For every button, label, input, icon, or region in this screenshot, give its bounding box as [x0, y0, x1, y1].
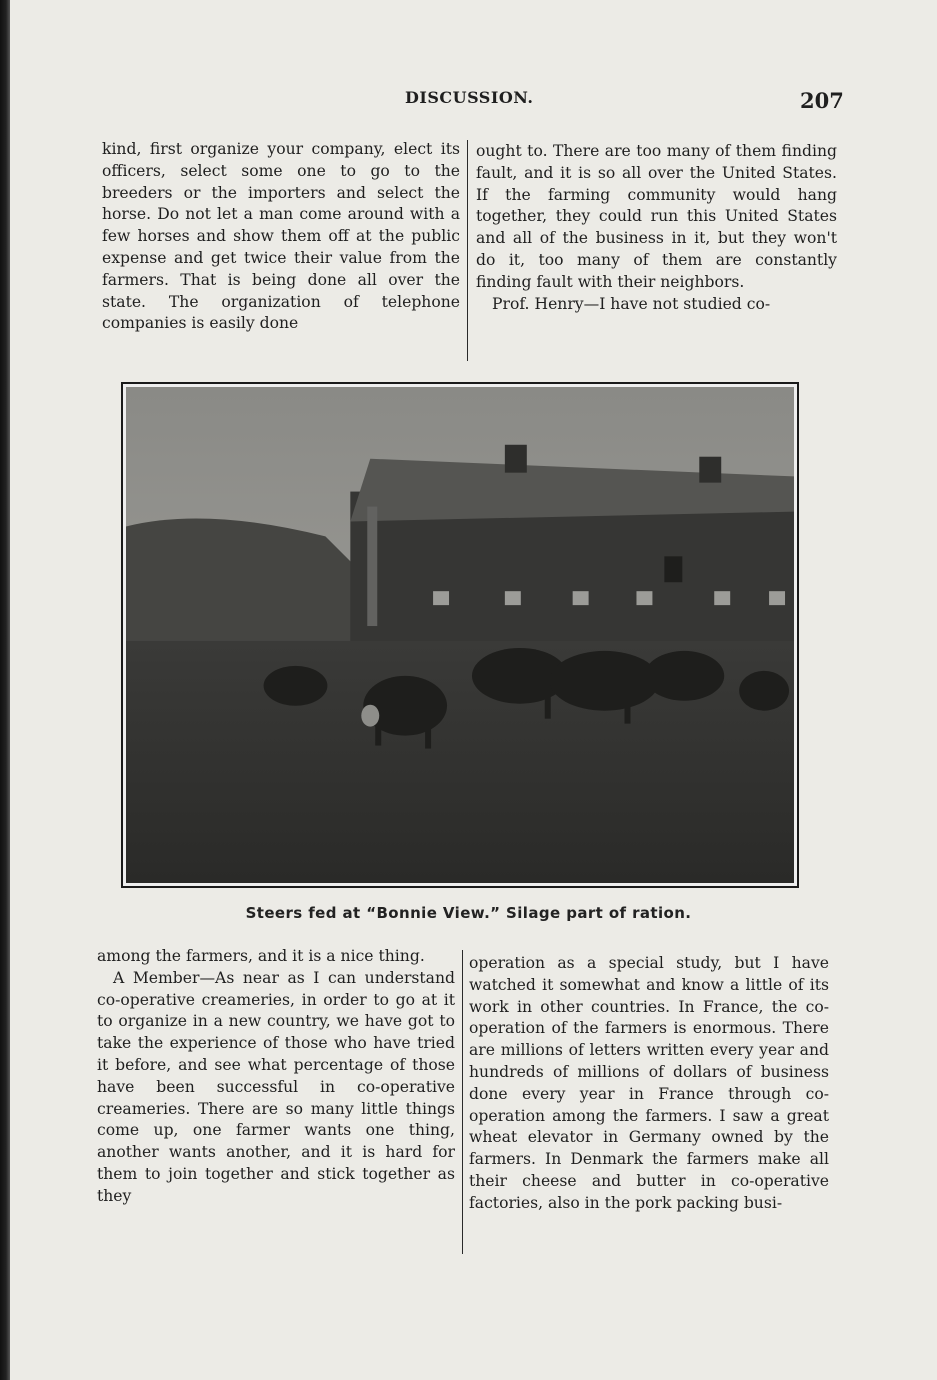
- page-number: 207: [800, 88, 844, 113]
- figure-caption: Steers fed at “Bonnie View.” Silage part of ration.: [245, 904, 692, 922]
- photograph: [121, 382, 799, 888]
- running-title: DISCUSSION.: [405, 88, 534, 107]
- bottom-left-column: [97, 946, 455, 1262]
- paragraph: among the farmers, and it is a nice thing.: [97, 947, 425, 965]
- top-right-column: [476, 141, 837, 365]
- top-left-column: [102, 139, 460, 359]
- paragraph: ought to. There are too many of them finding fault, and it is so all over the United States. If the farming community would hang together, they could run this United States and all of the business in it, but they won't do it, too many of them are constantly finding fault with their neighbors.: [476, 142, 837, 291]
- column-rule-top: [467, 140, 468, 361]
- column-rule-bottom: [462, 950, 463, 1254]
- paragraph: Prof. Henry—I have not studied co-: [492, 294, 771, 313]
- paragraph: kind, first organize your company, elect its officers, select some one to go to the breeders or the importers and select the horse. Do not let a man come around with a few horses and show them off at the public expense and get twice their value from the farmers. That is being done all over the state. The organization of telephone companies is easily done: [102, 140, 460, 333]
- bottom-right-column: [469, 953, 829, 1271]
- barn-photo-illustration: [126, 387, 794, 883]
- paragraph: A Member—As near as I can understand co-operative creameries, in order to go at it to organize in a new country, we have got to take the experience of those who have tried it before, and see what percentage of those have been successful in co-operative creameries. There are so many little things come up, one farmer wants one thing, another wants another, and it is hard for them to join together and stick together as they: [97, 968, 455, 1205]
- paragraph: operation as a special study, but I have watched it somewhat and know a little of its work in other countries. In France, the co-operation of the farmers is enormous. There are millions of letters written every year and hundreds of millions of dollars of business done every year in France through co-operation among the farmers. I saw a great wheat elevator in Germany owned by the farmers. In Denmark the farmers make all their cheese and butter in co-operative factories, also in the pork packing busi-: [469, 954, 829, 1212]
- binding-edge: [0, 0, 10, 1380]
